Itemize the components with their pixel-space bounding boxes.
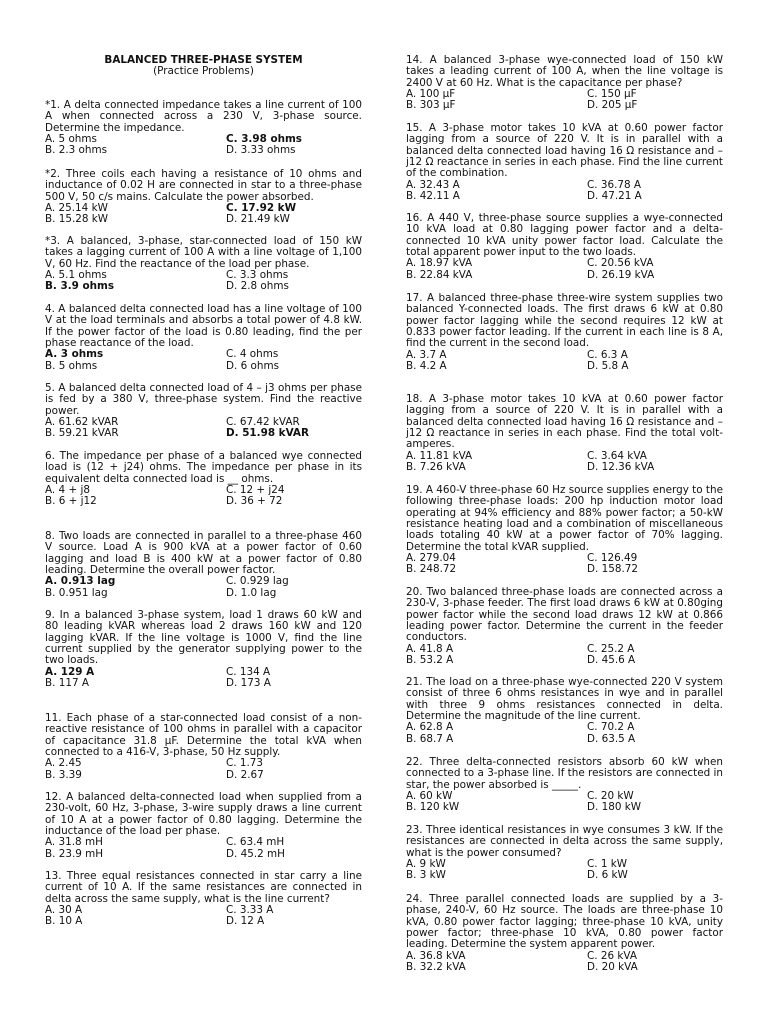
option-b: B. 59.21 kVAR: [45, 427, 119, 440]
question-stem: *1. A delta connected impedance takes a line current of 100 A when connected across a 230 V, 3-phase source. Determine the impedance.: [45, 99, 362, 134]
option-d: D. 6 ohms: [226, 359, 279, 372]
question-4: [45, 304, 362, 372]
question-stem: 5. A balanced delta connected load of 4 – j3 ohms per phase is fed by a 380 V, three-phase system. Find the reactive power.: [45, 382, 362, 417]
option-a: A. 9 kW: [406, 858, 446, 871]
option-b: B. 42.11 A: [406, 190, 460, 203]
option-d: D. 173 A: [226, 677, 271, 690]
option-c: C. 3.98 ohms: [226, 133, 302, 146]
option-b: B. 5 ohms: [45, 359, 98, 372]
option-b: B. 120 kW: [406, 801, 460, 814]
option-a: A. 41.8 A: [406, 642, 454, 655]
question-21: [406, 677, 723, 745]
option-b: B. 117 A: [45, 677, 89, 690]
option-d: D. 45.6 A: [587, 654, 636, 667]
option-a: A. 61.62 kVAR: [45, 416, 119, 429]
option-d: D. 26.19 kVA: [587, 268, 655, 281]
option-a: A. 100 μF: [406, 88, 456, 101]
question-stem: 16. A 440 V, three-phase source supplies a wye-connected 10 kVA load at 0.80 lagging power factor and a delta-connected 10 kVA unity power factor load. Calculate the total apparent power input to the two loads.: [406, 212, 723, 259]
option-c: C. 1.73: [226, 757, 263, 770]
question-stem: 11. Each phase of a star-connected load consist of a non-reactive resistance of 100 ohms in parallel with a capacitor of capacitance 31.8 μF. Determine the total kVA when connected to a 416-V, 3-phase, 50 Hz supply.: [45, 712, 362, 759]
question-14: [406, 55, 723, 112]
option-d: D. 2.67: [226, 768, 264, 781]
option-c: C. 4 ohms: [226, 348, 279, 361]
question-stem: 24. Three parallel connected loads are supplied by a 3-phase, 240-V, 60 Hz source. The loads are three-phase 10 kVA, 0.80 power factor lagging; three-phase 10 kVA, unity power factor; three-phase 10 kVA, 0.80 power factor leading. Determine the system apparent power.: [406, 893, 723, 951]
option-a: A. 18.97 kVA: [406, 257, 473, 270]
question-11: [45, 713, 362, 781]
option-b: B. 15.28 kW: [45, 213, 109, 226]
question-stem: 23. Three identical resistances in wye consumes 3 kW. If the resistances are connected in delta across the same supply, what is the power consumed?: [406, 824, 723, 859]
question-19: [406, 485, 723, 576]
option-a: A. 30 A: [45, 904, 83, 917]
option-c: C. 0.929 lag: [226, 575, 289, 588]
option-d: D. 12.36 kVA: [587, 461, 655, 474]
option-a: A. 31.8 mH: [45, 836, 103, 849]
option-d: D. 1.0 lag: [226, 586, 277, 599]
question-9: [45, 610, 362, 689]
document-heading: [45, 55, 362, 78]
option-b: B. 3.39: [45, 768, 82, 781]
option-b: B. 4.2 A: [406, 360, 447, 373]
option-a: A. 62.8 A: [406, 721, 454, 734]
option-b: B. 22.84 kVA: [406, 268, 473, 281]
question-stem: 4. A balanced delta connected load has a line voltage of 100 V at the load terminals and absorbs a total power of 4.8 kW. If the power factor of the load is 0.80 leading, find the per phase reactance of the load.: [45, 303, 362, 350]
option-b: B. 303 μF: [406, 99, 456, 112]
option-d: D. 21.49 kW: [226, 213, 290, 226]
question-17: [406, 293, 723, 372]
question-2: [45, 169, 362, 226]
question-stem: 21. The load on a three-phase wye-connected 220 V system consist of three 6 ohms resistances in wye and in parallel with three 9 ohms resistances connected in delta. Determine the magnitude of the line current.: [406, 676, 723, 723]
question-15: [406, 123, 723, 202]
option-c: C. 6.3 A: [587, 348, 628, 361]
question-stem: 22. Three delta-connected resistors absorb 60 kW when connected to a 3-phase line. If the resistors are connected in star, the power absorbed is _____.: [406, 756, 723, 791]
option-d: D. 205 μF: [587, 99, 638, 112]
question-stem: 6. The impedance per phase of a balanced wye connected load is (12 + j24) ohms. The impedance per phase in its equivalent delta connected load is __ ohms.: [45, 450, 362, 485]
question-stem: 12. A balanced delta-connected load when supplied from a 230-volt, 60 Hz, 3-phase, 3-wire supply draws a line current of 10 A at a power factor of 0.80 lagging. Determine the inductance of the load per phase.: [45, 791, 362, 838]
question-23: [406, 825, 723, 882]
question-stem: 19. A 460-V three-phase 60 Hz source supplies energy to the following three-phase loads: 200 hp induction motor load operating at 94% efficiency and 88% power factor; a 50-kW resistance heating load and a combination of miscellaneous loads totaling 40 kW at a power factor of 70% lagging. Determine the total kVAR supplied.: [406, 484, 723, 553]
option-c: C. 12 + j24: [226, 484, 285, 497]
option-a: A. 60 kW: [406, 790, 453, 803]
option-c: C. 3.33 A: [226, 904, 274, 917]
option-d: D. 3.33 ohms: [226, 144, 296, 157]
option-c: C. 67.42 kVAR: [226, 416, 300, 429]
option-a: A. 0.913 lag: [45, 575, 116, 588]
option-a: A. 5 ohms: [45, 133, 97, 146]
option-b: B. 32.2 kVA: [406, 961, 466, 974]
option-d: D. 36 + 72: [226, 495, 283, 508]
question-1: [45, 100, 362, 157]
option-a: A. 36.8 kVA: [406, 949, 466, 962]
option-d: D. 2.8 ohms: [226, 280, 289, 293]
option-a: A. 5.1 ohms: [45, 269, 107, 282]
question-stem: 14. A balanced 3-phase wye-connected load of 150 kW takes a leading current of 100 A, when the line voltage is 2400 V at 60 Hz. What is the capacitance per phase?: [406, 54, 723, 89]
question-stem: 18. A 3-phase motor takes 10 kVA at 0.60 power factor lagging from a source of 220 V. It is in parallel with a balanced delta connected load having 16 Ω resistance and –j12 Ω reactance in series in each phase. Find the total volt-amperes.: [406, 393, 723, 451]
question-13: [45, 871, 362, 928]
question-22: [406, 757, 723, 814]
question-6: [45, 451, 362, 508]
question-24: [406, 894, 723, 973]
option-b: B. 6 + j12: [45, 495, 97, 508]
page-title: BALANCED THREE-PHASE SYSTEM: [104, 54, 303, 66]
option-d: D. 6 kW: [587, 869, 628, 882]
option-b: B. 23.9 mH: [45, 847, 104, 860]
option-c: C. 3.3 ohms: [226, 269, 289, 282]
page-subtitle: (Practice Problems): [153, 65, 254, 78]
question-stem: *2. Three coils each having a resistance of 10 ohms and inductance of 0.02 H are connected in star to a three-phase 500 V, 50 c/s mains. Calculate the power absorbed.: [45, 168, 362, 203]
option-b: B. 3 kW: [406, 869, 446, 882]
option-c: C. 126.49: [587, 552, 638, 565]
option-c: C. 3.64 kVA: [587, 449, 647, 462]
option-a: A. 25.14 kW: [45, 202, 108, 215]
question-16: [406, 213, 723, 281]
option-b: B. 248.72: [406, 563, 457, 576]
option-c: C. 36.78 A: [587, 178, 642, 191]
question-3: [45, 236, 362, 293]
option-b: B. 68.7 A: [406, 732, 454, 745]
option-c: C. 25.2 A: [587, 642, 635, 655]
option-c: C. 20 kW: [587, 790, 634, 803]
option-c: C. 63.4 mH: [226, 836, 285, 849]
option-d: D. 12 A: [226, 915, 265, 928]
option-c: C. 20.56 kVA: [587, 257, 654, 270]
option-d: D. 63.5 A: [587, 732, 636, 745]
option-b: B. 7.26 kVA: [406, 461, 466, 474]
option-a: A. 3 ohms: [45, 348, 104, 361]
option-a: A. 2.45: [45, 757, 82, 770]
question-12: [45, 792, 362, 860]
option-a: A. 3.7 A: [406, 348, 447, 361]
option-c: C. 17.92 kW: [226, 202, 297, 215]
option-d: D. 45.2 mH: [226, 847, 285, 860]
question-18: [406, 394, 723, 473]
option-d: D. 180 kW: [587, 801, 642, 814]
option-a: A. 4 + j8: [45, 484, 90, 497]
option-d: D. 158.72: [587, 563, 638, 576]
option-c: C. 150 μF: [587, 88, 637, 101]
option-c: C. 26 kVA: [587, 949, 637, 962]
option-d: D. 5.8 A: [587, 360, 629, 373]
option-b: B. 2.3 ohms: [45, 144, 108, 157]
question-stem: 13. Three equal resistances connected in star carry a line current of 10 A. If the same resistances are connected in delta across the same supply, what is the line current?: [45, 870, 362, 905]
option-a: A. 129 A: [45, 665, 95, 678]
question-20: [406, 587, 723, 666]
question-stem: 15. A 3-phase motor takes 10 kVA at 0.60 power factor lagging from a source of 220 V. It is in parallel with a balanced delta connected load having 16 Ω resistance and –j12 Ω reactance in series in each phase. Find the line current of the combination.: [406, 122, 723, 180]
question-8: [45, 531, 362, 599]
question-stem: 17. A balanced three-phase three-wire system supplies two balanced Y-connected loads. The first draws 6 kW at 0.80 power factor lagging while the second requires 12 kW at 0.833 power factor leading. If the current in each line is 8 A, find the current in the second load.: [406, 292, 723, 350]
option-d: D. 51.98 kVAR: [226, 427, 309, 440]
option-d: D. 20 kVA: [587, 961, 638, 974]
question-stem: 8. Two loads are connected in parallel to a three-phase 460 V source. Load A is 900 kVA at a power factor of 0.60 lagging and load B is 400 kW at a power factor of 0.80 leading. Determine the overall power factor.: [45, 530, 362, 577]
option-b: B. 53.2 A: [406, 654, 454, 667]
option-a: A. 279.04: [406, 552, 456, 565]
option-d: D. 47.21 A: [587, 190, 642, 203]
question-stem: *3. A balanced, 3-phase, star-connected load of 150 kW takes a lagging current of 100 A with a line voltage of 1,100 V, 60 Hz. Find the reactance of the load per phase.: [45, 235, 362, 270]
option-a: A. 11.81 kVA: [406, 449, 473, 462]
option-b: B. 10 A: [45, 915, 83, 928]
option-c: C. 1 kW: [587, 858, 628, 871]
option-b: B. 0.951 lag: [45, 586, 108, 599]
option-a: A. 32.43 A: [406, 178, 460, 191]
question-stem: 9. In a balanced 3-phase system, load 1 draws 60 kW and 80 leading kVAR whereas load 2 draws 160 kW and 120 lagging kVAR. If the line voltage is 1000 V, find the line current supplied by the generator supplying power to the two loads.: [45, 609, 362, 667]
option-b: B. 3.9 ohms: [45, 280, 115, 293]
option-c: C. 134 A: [226, 665, 271, 678]
question-5: [45, 383, 362, 440]
option-c: C. 70.2 A: [587, 721, 635, 734]
question-stem: 20. Two balanced three-phase loads are connected across a 230-V, 3-phase feeder. The first load draws 6 kW at 0.80ging power factor while the second load draws 12 kW at 0.866 leading power factor. Determine the current in the feeder conductors.: [406, 586, 723, 644]
